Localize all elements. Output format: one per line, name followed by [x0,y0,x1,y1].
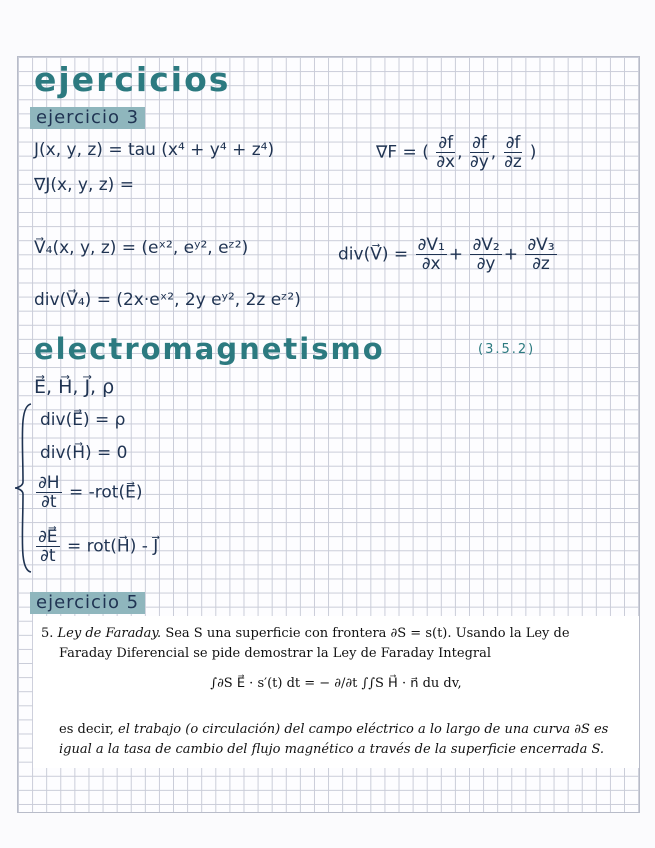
problem-line-4: igual a la tasa de cambio del flujo magnético a través de la superficie encerrada S. [59,742,605,757]
maxwell-eq-3 [34,474,142,511]
gradient-rhs: ) [529,142,537,163]
divergence-term-1: $\frac{\text{∂V₁}}{\partial x}$ [417,235,445,274]
divergence-lhs: div(V⃗) = [338,244,409,265]
eq3-rhs: = -rot(E⃗) [68,482,143,503]
system-brace [13,402,33,574]
maxwell-eq-2: div(H⃗) = 0 [40,443,128,463]
divergence-definition: div(V⃗) = $\frac{\text{∂V₁}}{\partial x}$ + $\frac{\text{∂V₂}}{\partial y}$ + $\frac{\text{∂V₃}}{\partial z}$ [338,235,555,274]
ex3-line-1: J(x, y, z) = tau (x⁴ + y⁴ + z⁴) [34,140,275,160]
problem-line-3-lead: es decir, [59,722,114,737]
ex3-line-3: V⃗₄(x, y, z) = (eˣ², eʸ², eᶻ²) [34,238,249,258]
gradient-term-y: $\frac{\partial f}{\partial y}$ [469,133,489,172]
problem-heading: Ley de Faraday. [57,626,162,641]
exercise-3-tag: ejercicio 3 [30,107,145,129]
ex3-line-2: ∇J(x, y, z) = [34,175,134,195]
divergence-term-2: $\frac{\text{∂V₂}}{\partial y}$ [472,235,500,274]
faraday-integral-equation: ∫∂S E⃗ · s′(t) dt = − ∂/∂t ∫∫S H⃗ · n⃗ du dv, [210,676,462,691]
page-title: ejercicios [34,60,231,99]
maxwell-eq-4 [34,528,158,565]
problem-number: 5. [41,626,54,641]
exercise-5-tag: ejercicio 5 [30,592,145,614]
gradient-lhs: ∇F = ( [376,142,429,163]
gradient-definition: ∇F = ( $\frac{\partial f}{\partial x}$ , $\frac{\partial f}{\partial y}$ , $\frac{\partial f}{\partial z}$ ) [376,133,537,172]
divergence-term-3: $\frac{\text{∂V₃}}{\partial z}$ [527,235,555,274]
section-subtitle: (3.5.2) [478,342,536,357]
section-title-electromagnetismo: electromagnetismo [34,332,385,366]
gradient-term-x: $\frac{\partial f}{\partial x}$ [436,133,456,172]
problem-line-3 [59,722,608,737]
ex3-line-4: div(V⃗₄) = (2x·eˣ², 2y eʸ², 2z eᶻ²) [34,290,301,310]
eq4-rhs: = rot(H⃗) - J⃗ [66,536,159,557]
eq3-fraction: $\frac{\partial H}{\partial t}$ [38,473,60,512]
problem-line-1-text: Sea S una superficie con frontera ∂S = s(t). Usando la Ley de [165,626,570,641]
problem-line-2: Faraday Diferencial se pide demostrar la Ley de Faraday Integral [59,646,492,661]
problem-line-3-italic: el trabajo (o circulación) del campo eléctrico a lo largo de una curva ∂S es [118,722,609,737]
gradient-term-z: $\frac{\partial f}{\partial z}$ [504,133,522,172]
field-list: E⃗, H⃗, J⃗, ρ [34,376,115,398]
eq4-fraction: $\frac{\partial E⃗}{\partial t}$ [38,527,58,566]
problem-line-1 [41,626,570,641]
printed-problem-card [33,616,639,768]
maxwell-eq-1: div(E⃗) = ρ [40,410,126,430]
